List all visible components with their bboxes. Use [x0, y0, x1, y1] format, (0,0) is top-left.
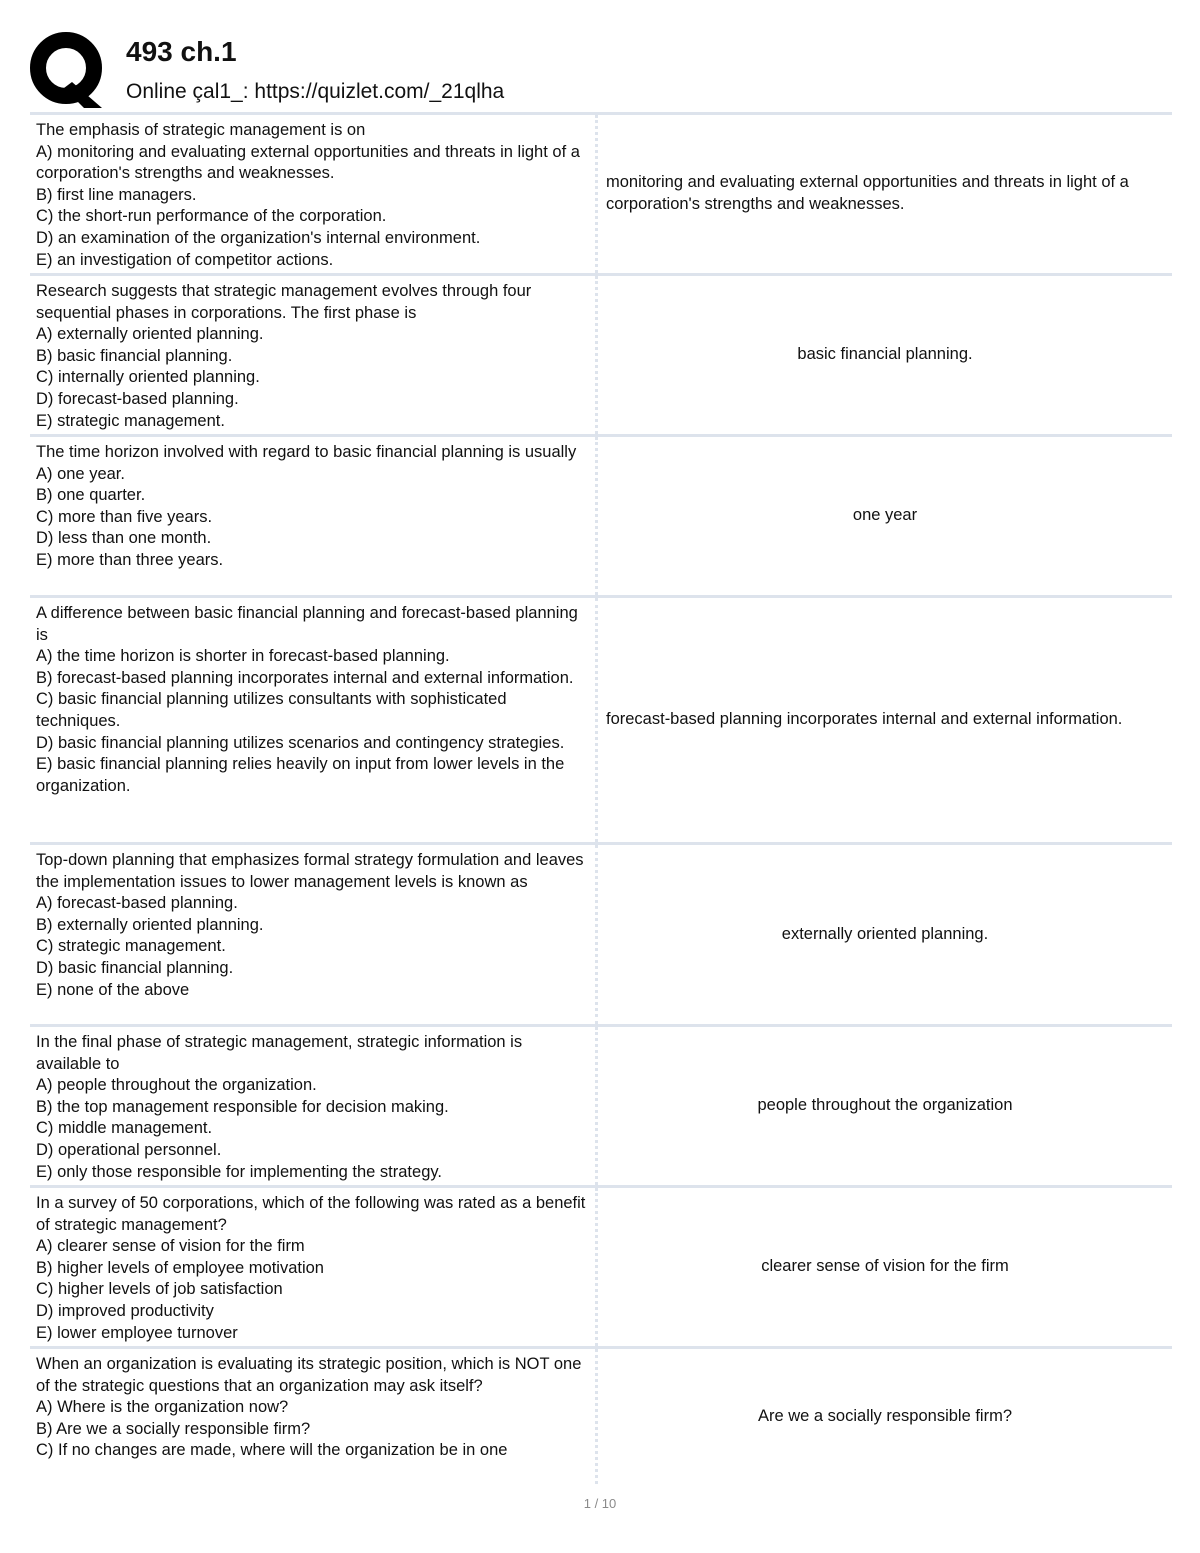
flashcard-question: A difference between basic financial planning and forecast-based planning is A) the time horizon is shorter in forecast-based planning. B) forecast-based planning incorporates internal and external information. C) basic financial planning utilizes consultants with sophisticated techniques. D) basic financial planning utilizes scenarios and contingency strategies. E) basic financial planning relies heavily on input from lower levels in the organization.: [30, 598, 598, 842]
flashcard-question: Top-down planning that emphasizes formal strategy formulation and leaves the implementation issues to lower management levels is known as A) forecast-based planning. B) externally oriented planning. C) strategic management. D) basic financial planning. E) none of the above: [30, 845, 598, 1024]
quizlet-logo-icon: [28, 30, 108, 110]
flashcard-question: When an organization is evaluating its strategic position, which is NOT one of the strategic questions that an organization may ask itself? A) Where is the organization now? B) Are we a socially responsible firm? C) If no changes are made, where will the organization be in one: [30, 1349, 598, 1484]
document-source-link[interactable]: Online çal1_: https://quizlet.com/_21qlha: [126, 80, 505, 103]
flashcard-row: [30, 112, 1172, 273]
flashcard-answer: [598, 1027, 1172, 1185]
page-number: 1 / 10: [583, 1496, 617, 1511]
flashcard-answer: [598, 1349, 1172, 1484]
answer-text: forecast-based planning incorporates internal and external information.: [606, 710, 1123, 729]
flashcard-row: [30, 273, 1172, 434]
answer-text: Are we a socially responsible firm?: [757, 1406, 1013, 1425]
answer-text: clearer sense of vision for the firm: [761, 1257, 1009, 1276]
flashcard-answer: [598, 1188, 1172, 1346]
flashcard-row: [30, 1024, 1172, 1185]
flashcard-question: Research suggests that strategic management evolves through four sequential phases in corporations. The first phase is A) externally oriented planning. B) basic financial planning. C) internally oriented planning. D) forecast-based planning. E) strategic management.: [30, 276, 598, 434]
answer-text: basic financial planning.: [797, 345, 973, 364]
flashcard-row: [30, 1185, 1172, 1346]
flashcard-row: [30, 1346, 1172, 1484]
flashcard-answer: [598, 276, 1172, 434]
flashcard-row: [30, 842, 1172, 1024]
flashcard-question: The time horizon involved with regard to basic financial planning is usually A) one year. B) one quarter. C) more than five years. D) less than one month. E) more than three years.: [30, 437, 598, 595]
flashcard-list: [30, 112, 1172, 1484]
flashcard-answer: [598, 845, 1172, 1024]
flashcard-question: In the final phase of strategic management, strategic information is available to A) people throughout the organization. B) the top management responsible for decision making. C) middle management. D) operational personnel. E) only those responsible for implementing the strategy.: [30, 1027, 598, 1185]
flashcard-answer: [598, 598, 1172, 842]
flashcard-answer: [598, 115, 1172, 273]
document-title: 493 ch.1: [126, 36, 237, 67]
flashcard-question: The emphasis of strategic management is on A) monitoring and evaluating external opportunities and threats in light of a corporation's strengths and weaknesses. B) first line managers. C) the short-run performance of the corporation. D) an examination of the organization's internal environment. E) an investigation of competitor actions.: [30, 115, 598, 273]
flashcard-row: [30, 434, 1172, 595]
flashcard-row: [30, 595, 1172, 842]
page-header: [28, 26, 1178, 108]
answer-text: people throughout the organization: [757, 1096, 1013, 1115]
flashcard-question: In a survey of 50 corporations, which of the following was rated as a benefit of strategic management? A) clearer sense of vision for the firm B) higher levels of employee motivation C) higher levels of job satisfaction D) improved productivity E) lower employee turnover: [30, 1188, 598, 1346]
answer-text: externally oriented planning.: [781, 924, 989, 943]
answer-text: monitoring and evaluating external opportunities and threats in light of a corporation's strengths and weaknesses.: [606, 173, 1129, 213]
flashcard-answer: [598, 437, 1172, 595]
answer-text: one year: [852, 506, 918, 525]
